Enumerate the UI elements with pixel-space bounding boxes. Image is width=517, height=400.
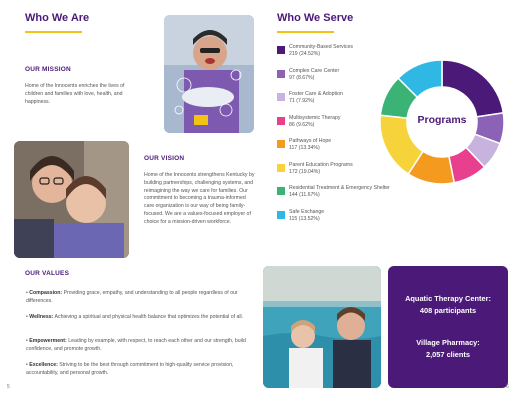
highlights-box xyxy=(388,266,508,388)
legend-value: 219 (24.52%) xyxy=(289,51,321,57)
donut-slice xyxy=(442,60,503,117)
legend-value: 97 (8.67%) xyxy=(289,74,315,81)
right-page-number: 6 xyxy=(506,384,509,390)
value-empowerment: • Empowerment: Leading by example, with respect, to reach each other and our strength, build confidence, and promote growth. xyxy=(26,338,246,352)
vision-title: OUR VISION xyxy=(144,155,185,162)
heading-rule xyxy=(25,31,82,33)
heading-rule xyxy=(277,31,334,33)
who-we-are-heading: Who We Are xyxy=(25,12,90,24)
legend-swatch xyxy=(277,140,285,148)
legend-item xyxy=(277,185,397,201)
legend-label: Foster Care & Adoption xyxy=(289,91,343,97)
legend-value: 144 (11.67%) xyxy=(289,192,320,198)
mission-title: OUR MISSION xyxy=(25,66,71,73)
value-wellness: • Wellness: Achieving a spiritual and physical health balance that optimizes the potential of all. xyxy=(26,314,244,320)
legend-label: Safe Exchange xyxy=(289,208,325,215)
legend-value: 172 (19.04%) xyxy=(289,168,321,175)
value-text: Leading by example, with respect, to reach each other and our strength, build confidence, and promote growth. xyxy=(26,338,246,352)
two-girls-photo xyxy=(14,141,129,258)
pharmacy-value: 2,057 clients xyxy=(426,350,470,359)
legend-swatch xyxy=(277,117,285,125)
who-we-serve-heading: Who We Serve xyxy=(277,12,354,24)
legend-value: 117 (13.34%) xyxy=(289,145,320,151)
legend-value: 71 (7.92%) xyxy=(289,98,315,104)
legend-swatch xyxy=(277,70,285,78)
legend-swatch xyxy=(277,164,285,172)
value-excellence: • Excellence: Striving to be the best through commitment to high-quality service provision, accountability, and personal growth. xyxy=(26,362,234,376)
value-label: Compassion: xyxy=(29,290,63,296)
vision-text: Home of the Innocents strengthens Kentucky by building partnerships, challenging systems, and reimagining the way we care for families. Our commitment to becoming a trauma-informed care organization is our way of being family-focused. We are a values-focused employer of choice for a mission-driven workforce. xyxy=(144,172,255,225)
legend-label: Community-Based Services xyxy=(289,44,354,50)
legend-swatch xyxy=(277,187,285,195)
value-text: Striving to be the best through commitment to high-quality service provision, accountability, and personal growth. xyxy=(26,362,234,376)
aquatic-value: 408 participants xyxy=(419,306,477,315)
value-label: Wellness: xyxy=(29,314,54,320)
value-text: Providing grace, empathy, and understanding to all people regardless of our differences. xyxy=(26,290,238,304)
legend-label: Pathways of Hope xyxy=(289,138,332,144)
child-bubbles-photo xyxy=(164,15,254,133)
value-label: Excellence: xyxy=(29,362,58,368)
legend-swatch xyxy=(277,46,285,54)
legend-swatch xyxy=(277,93,285,101)
value-compassion: • Compassion: Providing grace, empathy, and understanding to all people regardless of our differences. xyxy=(26,290,238,304)
pharmacy-label: Village Pharmacy: xyxy=(416,338,480,347)
legend-item xyxy=(277,209,397,225)
value-label: Empowerment: xyxy=(29,338,67,344)
mission-text: Home of the Innocents enriches the lives of children and families with love, health, and happiness. xyxy=(25,83,125,105)
legend-label: Multisystemic Therapy xyxy=(289,114,341,121)
value-text: Achieving a spiritual and physical health balance that optimizes the potential of all. xyxy=(54,314,244,320)
legend-label: Parent Education Programs xyxy=(289,161,353,168)
aquatic-label: Aquatic Therapy Center: xyxy=(405,294,491,303)
donut-center-label: Programs xyxy=(417,114,467,126)
legend-value: 115 (13.52%) xyxy=(289,215,320,222)
legend-label: Residential Treatment & Emergency Shelter xyxy=(289,185,390,191)
aquatic-therapy-photo xyxy=(263,266,381,388)
left-page-number: 5 xyxy=(7,384,10,390)
legend-label: Complex Care Center xyxy=(289,67,340,74)
legend-swatch xyxy=(277,211,285,219)
legend-value: 86 (9.62%) xyxy=(289,121,315,128)
values-title: OUR VALUES xyxy=(25,270,70,277)
